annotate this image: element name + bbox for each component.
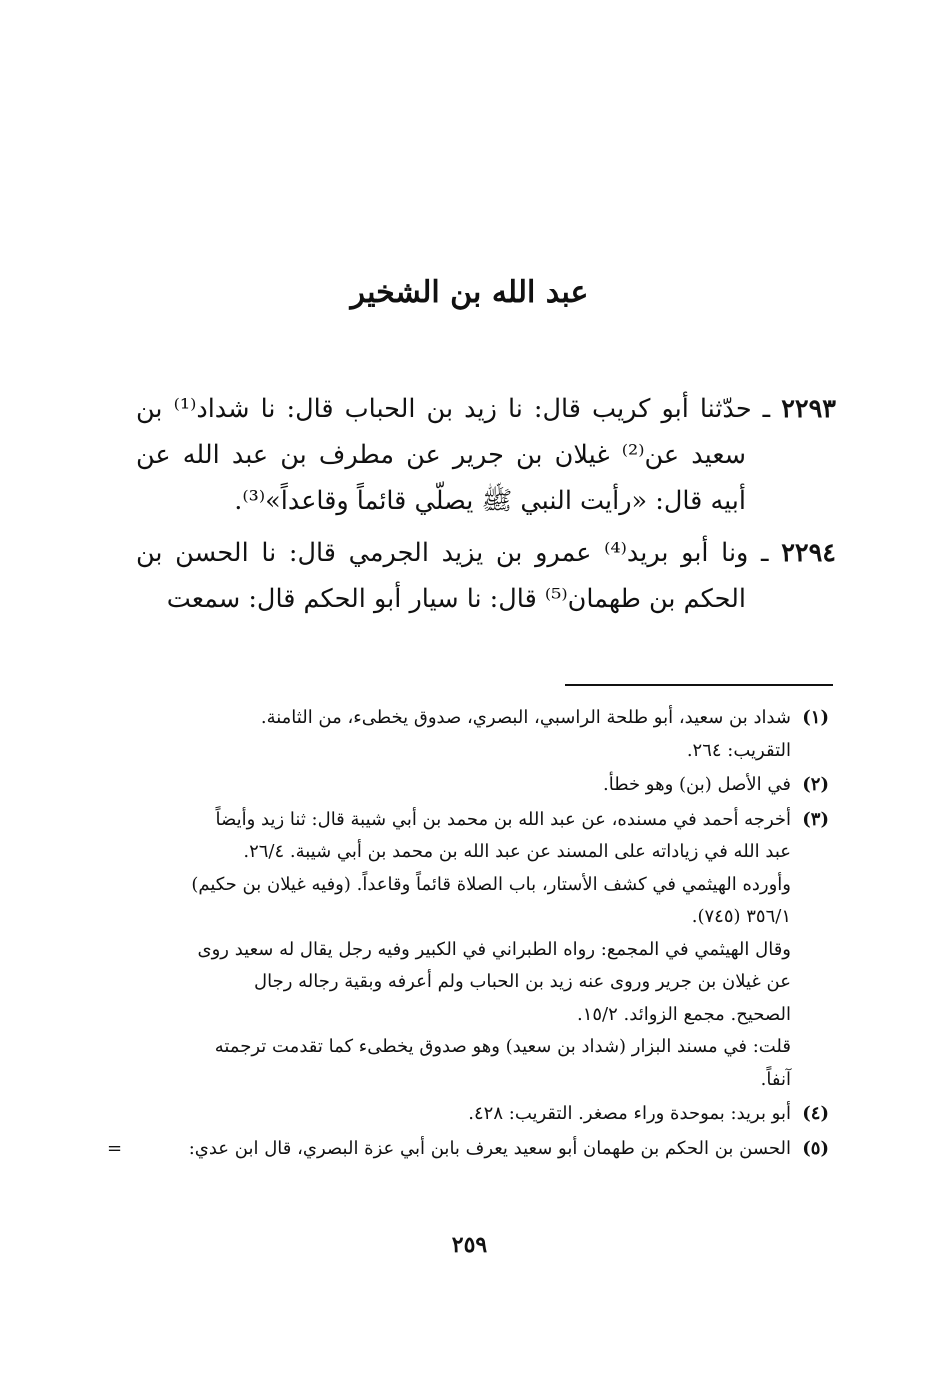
footnote-line: عن غيلان بن جرير وروى عنه زيد بن الحباب ولم أعرفه وبقية رجاله رجال xyxy=(254,971,791,992)
footnote-line: عبد الله في زياداته على المسند عن عبد الله بن محمد بن أبي شيبة. ٢٦/٤. xyxy=(243,841,791,862)
footnote-2 xyxy=(149,769,829,802)
hadith-line: الحكم بن طهمان⁽⁵⁾ قال: نا سيار أبو الحكم قال: سمعت xyxy=(166,584,746,614)
footnote-line: شداد بن سعيد، أبو طلحة الراسبي، البصري، صدوق يخطىء، من الثامنة. xyxy=(260,707,791,728)
footnote-1 xyxy=(149,702,829,767)
footnote-line: الصحيح. مجمع الزوائد. ١٥/٢. xyxy=(576,1003,791,1025)
hadith-number: ٢٢٩٤ xyxy=(781,538,836,568)
footnote-line: الحسن بن الحكم بن طهمان أبو سعيد يعرف بابن أبي عزة البصري، قال ابن عدي: xyxy=(188,1137,791,1159)
footnote-line: آنفاً. xyxy=(760,1068,791,1090)
hadith-2294 xyxy=(136,530,836,622)
footnote-line: وقال الهيثمي في المجمع: رواه الطبراني في الكبير وفيه رجل يقال له سعيد روى xyxy=(197,938,791,960)
footnote-mark: (٣) xyxy=(802,808,829,830)
hadith-line: سعيد عن⁽²⁾ غيلان بن جرير عن مطرف بن عبد الله عن أبيه xyxy=(136,440,746,516)
hadith-line: ـ ونا أبو بريد⁽⁴⁾ عمرو بن يزيد الجرمي قال: نا الحسن بن xyxy=(136,538,769,568)
page-number: ٢٥٩ xyxy=(451,1232,488,1258)
footnotes xyxy=(107,702,829,1167)
footnote-mark: (٥) xyxy=(802,1137,829,1159)
section-title: عبد الله بن الشخير xyxy=(350,275,589,310)
hadith-line: قال: «رأيت النبي ﷺ يصلّي قائماً وقاعداً»⁽³⁾. xyxy=(234,486,703,516)
footnote-mark: (١) xyxy=(802,707,829,728)
footnote-line: أبو بريد: بموحدة وراء مصغر. التقريب: ٤٢٨. xyxy=(468,1103,791,1124)
footnote-divider xyxy=(565,684,833,686)
footnote-4 xyxy=(149,1098,829,1131)
hadith-2293 xyxy=(136,386,836,524)
continuation-mark: = xyxy=(107,1137,123,1159)
footnote-mark: (٤) xyxy=(802,1103,829,1124)
footnote-line: أخرجه أحمد في مسنده، عن عبد الله بن محمد بن أبي شيبة قال: ثنا زيد وأيضاً xyxy=(215,808,791,830)
footnote-line: قلت: في مسند البزار (شداد بن سعيد) وهو صدوق يخطىء كما تقدمت ترجمته xyxy=(214,1036,791,1057)
footnote-line: وأورده الهيثمي في كشف الأستار، باب الصلاة قائماً وقاعداً. (وفيه غيلان بن حكيم) xyxy=(191,873,791,895)
footnote-mark: (٢) xyxy=(802,774,829,795)
footnote-line: التقريب: ٢٦٤. xyxy=(686,739,791,761)
footnote-3 xyxy=(149,804,829,1097)
main-text xyxy=(136,386,836,628)
hadith-number: ٢٢٩٣ xyxy=(781,394,836,424)
hadith-line: ـ حدّثنا أبو كريب قال: نا زيد بن الحباب قال: نا شداد⁽¹⁾ بن xyxy=(136,394,771,424)
footnote-line: في الأصل (بن) وهو خطأ. xyxy=(602,774,791,795)
footnote-5 xyxy=(107,1133,829,1166)
footnote-line: ٣٥٦/١ (٧٤٥). xyxy=(691,906,791,927)
